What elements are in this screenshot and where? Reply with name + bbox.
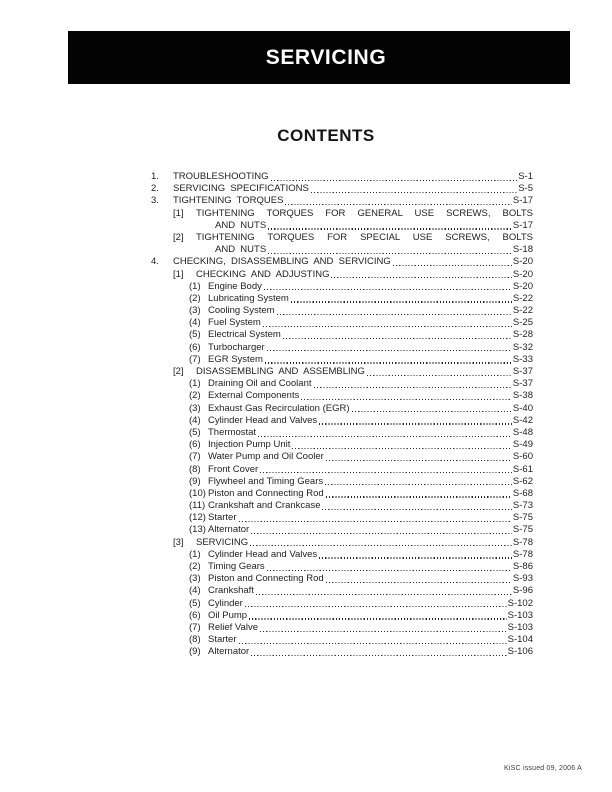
toc-row — [189, 573, 533, 585]
toc-item-number: (9) — [189, 475, 201, 487]
toc-item-title: DISASSEMBLING AND ASSEMBLING — [196, 366, 365, 377]
toc-item-number: (3) — [189, 305, 201, 317]
toc-row — [189, 476, 533, 488]
dot-leader — [258, 436, 512, 437]
dot-leader — [314, 387, 512, 388]
toc-page-number: S-5 — [518, 183, 533, 195]
toc-row — [189, 512, 533, 524]
toc-page-number: S-106 — [507, 646, 533, 658]
toc-item-title: Starter — [208, 512, 237, 524]
toc-page-number: S-48 — [512, 426, 533, 438]
dot-leader — [271, 180, 518, 181]
dot-leader — [311, 192, 517, 193]
dot-leader — [264, 289, 512, 290]
toc-page-number: S-20 — [512, 268, 533, 280]
toc-page-number: S-22 — [512, 292, 533, 304]
dot-leader — [260, 472, 512, 473]
toc-item-number: (7) — [189, 353, 201, 365]
toc-row — [189, 646, 533, 658]
toc-item-number: [2] — [173, 366, 184, 377]
dot-leader — [325, 484, 512, 485]
toc-page-number: S-20 — [512, 280, 533, 292]
toc-row — [151, 195, 533, 207]
toc-item-number: (11) — [189, 500, 206, 512]
toc-item-title: AND NUTS — [215, 244, 267, 256]
toc-page-number: S-38 — [512, 390, 533, 402]
dot-leader — [267, 570, 512, 571]
toc-item-title: Cylinder — [208, 597, 243, 609]
toc-item-number: (8) — [189, 634, 201, 646]
toc-row — [189, 439, 533, 451]
dot-leader — [322, 509, 511, 510]
toc-page-number: S-17 — [512, 195, 533, 207]
toc-item-number: (9) — [189, 646, 201, 658]
toc-item-number: [1] — [173, 207, 184, 219]
toc-item-title: Cylinder Head and Valves — [208, 414, 318, 426]
toc-item-title: Starter — [208, 634, 237, 646]
toc-item-number: (5) — [189, 329, 201, 341]
toc-item-number: (7) — [189, 451, 201, 463]
section-header-bar — [68, 31, 570, 84]
toc-item-number: 4. — [151, 256, 159, 268]
toc-row — [189, 329, 533, 341]
toc-row — [189, 561, 533, 573]
toc-row — [189, 342, 533, 354]
dot-leader — [285, 204, 511, 205]
toc-row — [189, 524, 533, 536]
toc-row — [189, 585, 533, 597]
toc-row — [189, 427, 533, 439]
toc-row — [189, 634, 533, 646]
toc-page-number: S-33 — [512, 353, 533, 365]
toc-item-title: Piston and Connecting Rod — [208, 573, 324, 585]
toc-item-title: Engine Body — [208, 280, 262, 292]
dot-leader — [267, 350, 512, 351]
dot-leader — [326, 582, 512, 583]
toc-page-number: S-17 — [512, 219, 533, 231]
toc-row — [189, 415, 533, 427]
dot-leader — [260, 631, 507, 632]
toc-page-number: S-40 — [512, 402, 533, 414]
toc-page-number: S-96 — [512, 585, 533, 597]
toc-item-number: (7) — [189, 621, 201, 633]
toc-page-number: S-75 — [512, 524, 533, 536]
toc-item-number: (2) — [189, 561, 201, 572]
toc-page-number: S-78 — [512, 536, 533, 548]
toc-row — [189, 390, 533, 402]
dot-leader — [249, 618, 507, 619]
toc-item-number: (12) — [189, 512, 206, 524]
toc-row — [189, 378, 533, 390]
dot-leader — [283, 338, 512, 339]
toc-page-number: S-22 — [512, 305, 533, 317]
toc-page-number: S-61 — [512, 463, 533, 475]
toc-row — [215, 244, 533, 256]
toc-item-title: EGR System — [208, 353, 263, 365]
toc-page-number: S-1 — [518, 171, 533, 182]
toc-page-number: S-20 — [512, 256, 533, 268]
toc-item-number: [3] — [173, 536, 184, 548]
dot-leader — [292, 448, 512, 449]
toc-page-number: S-103 — [507, 609, 533, 621]
toc-page-number: S-49 — [512, 439, 533, 451]
toc-page-number: S-73 — [512, 500, 533, 512]
toc-item-title: Electrical System — [208, 329, 281, 341]
toc-item-title: TIGHTENING TORQUES FOR GENERAL USE SCREWS, BOLTS — [196, 207, 533, 219]
toc-row — [189, 451, 533, 463]
dot-leader — [393, 265, 512, 266]
toc-item-number: (4) — [189, 585, 201, 597]
toc-row — [189, 488, 533, 500]
toc-item-title: Timing Gears — [208, 561, 265, 572]
toc-item-number: (1) — [189, 280, 201, 292]
toc-row — [189, 549, 533, 561]
toc-item-number: (6) — [189, 609, 201, 621]
toc-row — [173, 366, 533, 378]
toc-item-title: Thermostat — [208, 426, 257, 438]
dot-leader — [239, 643, 507, 644]
toc-row — [173, 537, 533, 549]
toc-row — [189, 500, 533, 512]
toc-item-title: Exhaust Gas Recirculation (EGR) — [208, 402, 350, 414]
toc-item-title: SERVICING — [196, 536, 249, 548]
toc-page-number: S-37 — [512, 366, 533, 377]
contents-heading: CONTENTS — [277, 126, 375, 145]
toc-row — [189, 293, 533, 305]
dot-leader — [263, 326, 512, 327]
toc-item-title: Piston and Connecting Rod — [208, 487, 324, 499]
toc-item-title: TIGHTENING TORQUES FOR SPECIAL USE SCREWS, BOLTS — [196, 231, 533, 243]
toc-item-title: Cooling System — [208, 305, 275, 317]
table-of-contents — [151, 171, 533, 659]
toc-item-title: Crankshaft and Crankcase — [208, 500, 321, 512]
toc-item-number: (2) — [189, 292, 201, 304]
toc-item-title: Cylinder Head and Valves — [208, 548, 318, 560]
toc-item-title: AND NUTS — [215, 219, 267, 231]
section-title: SERVICING — [265, 45, 387, 69]
toc-item-number: (5) — [189, 597, 201, 609]
dot-leader — [319, 557, 512, 558]
toc-row — [189, 403, 533, 415]
dot-leader — [326, 460, 512, 461]
toc-item-number: [2] — [173, 231, 184, 243]
toc-row — [151, 256, 533, 268]
toc-item-number: (6) — [189, 439, 201, 451]
dot-leader — [268, 253, 512, 254]
toc-item-title: TROUBLESHOOTING — [173, 171, 269, 182]
toc-item-number: (4) — [189, 317, 201, 329]
toc-row — [189, 354, 533, 366]
toc-page-number: S-25 — [512, 317, 533, 329]
toc-row — [173, 232, 533, 244]
toc-page-number: S-78 — [512, 548, 533, 560]
toc-page-number: S-28 — [512, 329, 533, 341]
toc-page-number: S-60 — [512, 451, 533, 463]
toc-page-number: S-75 — [512, 512, 533, 524]
dot-leader — [331, 277, 511, 278]
toc-item-title: Oil Pump — [208, 609, 248, 621]
toc-item-number: (1) — [189, 548, 201, 560]
toc-row — [215, 220, 533, 232]
toc-row — [173, 208, 533, 220]
toc-item-title: Draining Oil and Coolant — [208, 378, 312, 390]
toc-item-title: Injection Pump Unit — [208, 439, 291, 451]
toc-row — [189, 464, 533, 476]
toc-page-number: S-104 — [507, 634, 533, 646]
toc-item-title: Front Cover — [208, 463, 259, 475]
toc-row — [189, 598, 533, 610]
toc-page-number: S-18 — [512, 244, 533, 256]
toc-item-title: Alternator — [208, 524, 250, 536]
toc-item-title: Alternator — [208, 646, 250, 658]
toc-page-number: S-32 — [512, 341, 533, 353]
toc-row — [151, 183, 533, 195]
dot-leader — [291, 301, 512, 302]
toc-page-number: S-102 — [507, 597, 533, 609]
toc-page-number: S-68 — [512, 487, 533, 499]
toc-row — [189, 622, 533, 634]
toc-item-number: (3) — [189, 573, 201, 585]
toc-row — [189, 305, 533, 317]
dot-leader — [239, 521, 512, 522]
toc-row — [189, 610, 533, 622]
dot-leader — [367, 375, 512, 376]
toc-row — [173, 269, 533, 281]
toc-page-number: S-42 — [512, 414, 533, 426]
toc-item-title: SERVICING SPECIFICATIONS — [173, 183, 309, 195]
dot-leader — [245, 606, 507, 607]
toc-item-title: Crankshaft — [208, 585, 254, 597]
toc-row — [189, 317, 533, 329]
toc-page-number: S-62 — [512, 475, 533, 487]
toc-page-number: S-93 — [512, 573, 533, 585]
dot-leader — [268, 228, 512, 229]
dot-leader — [319, 423, 512, 424]
dot-leader — [301, 399, 512, 400]
dot-leader — [251, 533, 512, 534]
dot-leader — [256, 594, 512, 595]
toc-item-title: Fuel System — [208, 317, 261, 329]
toc-item-number: (13) — [189, 524, 206, 536]
toc-item-number: (1) — [189, 378, 201, 390]
toc-item-title: TIGHTENING TORQUES — [173, 195, 284, 207]
toc-page-number: S-86 — [512, 561, 533, 572]
toc-item-title: CHECKING AND ADJUSTING — [196, 268, 330, 280]
toc-item-title: CHECKING, DISASSEMBLING AND SERVICING — [173, 256, 391, 268]
toc-item-title: Relief Valve — [208, 621, 258, 633]
toc-item-title: External Components — [208, 390, 300, 402]
toc-item-number: (4) — [189, 414, 201, 426]
toc-item-number: (8) — [189, 463, 201, 475]
toc-item-title: Turbocharger — [208, 341, 265, 353]
dot-leader — [326, 496, 512, 497]
dot-leader — [250, 545, 512, 546]
toc-item-number: (10) — [189, 487, 206, 499]
toc-item-title: Flywheel and Timing Gears — [208, 475, 324, 487]
toc-item-number: (3) — [189, 402, 201, 414]
dot-leader — [352, 411, 512, 412]
toc-item-number: [1] — [173, 268, 184, 280]
toc-item-number: (5) — [189, 426, 201, 438]
dot-leader — [277, 314, 512, 315]
footer-issue-note: KiSC issued 09, 2006 A — [504, 765, 582, 772]
toc-page-number: S-103 — [507, 621, 533, 633]
dot-leader — [265, 362, 512, 363]
toc-item-number: (2) — [189, 390, 201, 402]
toc-item-number: 2. — [151, 183, 159, 195]
toc-row — [151, 171, 533, 183]
toc-item-title: Water Pump and Oil Cooler — [208, 451, 324, 463]
toc-item-number: (6) — [189, 341, 201, 353]
toc-page-number: S-37 — [512, 378, 533, 390]
toc-item-title: Lubricating System — [208, 292, 289, 304]
toc-item-number: 1. — [151, 171, 159, 182]
toc-item-number: 3. — [151, 195, 159, 207]
toc-row — [189, 281, 533, 293]
dot-leader — [251, 655, 506, 656]
